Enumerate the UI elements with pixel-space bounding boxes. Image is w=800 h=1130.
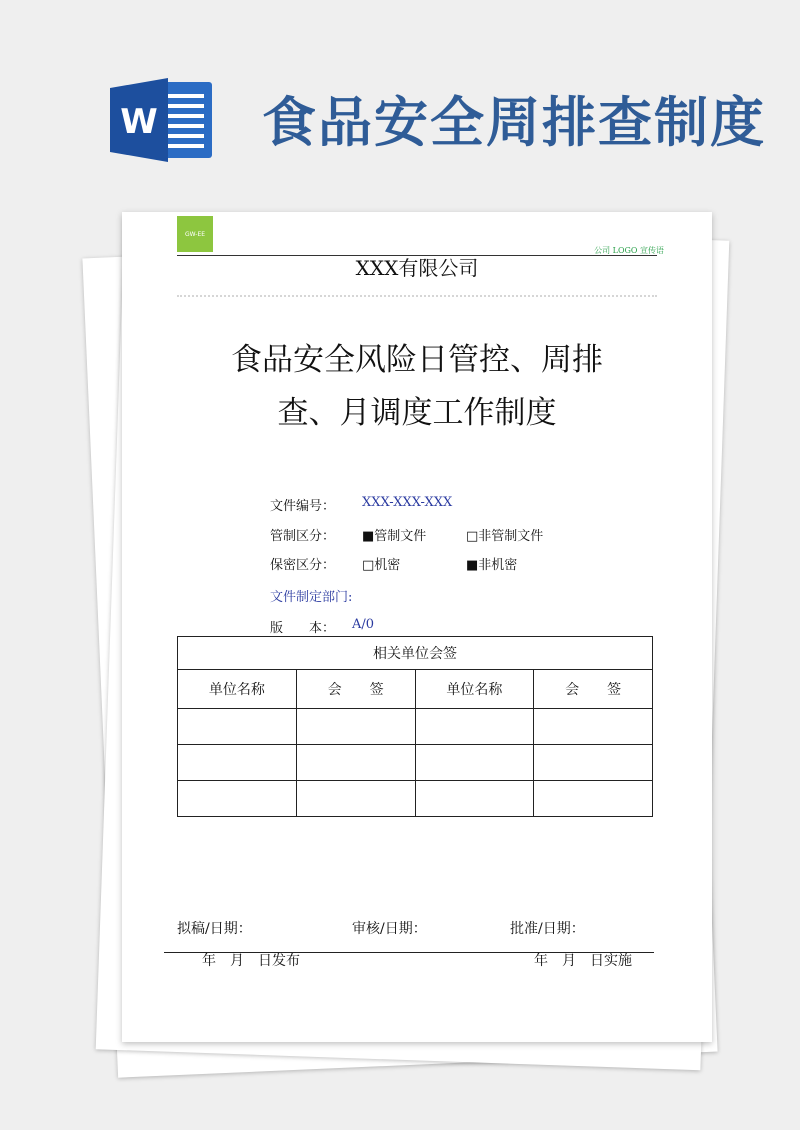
publish-date: 年 月 日发布: [202, 953, 300, 969]
table-cell: [415, 745, 534, 781]
table-cell: [534, 781, 653, 817]
banner-title: 食品安全周排查制度: [262, 91, 766, 154]
table-cell: [296, 745, 415, 781]
word-icon: [110, 78, 214, 162]
control-row: [270, 525, 544, 544]
secret-option-confidential: □机密: [362, 558, 401, 573]
dotted-divider: [177, 295, 657, 297]
title-line-1: 食品安全风险日管控、周排: [231, 342, 603, 378]
table-row: [178, 709, 653, 745]
table-title: 相关单位会签: [178, 637, 653, 670]
table-row: [178, 745, 653, 781]
control-option-controlled: ■管制文件: [362, 529, 427, 544]
table-cell: [178, 709, 297, 745]
version-value: A/0: [352, 617, 375, 632]
dept-row: [270, 586, 352, 605]
review-date-label: 审核/日期：: [352, 921, 427, 937]
company-name: XXX有限公司: [355, 256, 479, 280]
logo-tagline: 公司 LOGO 宣传语: [594, 246, 664, 255]
table-header: 会 签: [296, 670, 415, 709]
table-header: 单位名称: [415, 670, 534, 709]
document-page: [122, 212, 712, 1042]
implement-date: 年 月 日实施: [534, 953, 632, 969]
table-header: 会 签: [534, 670, 653, 709]
table-header: 单位名称: [178, 670, 297, 709]
table-cell: [534, 709, 653, 745]
table-cell: [534, 745, 653, 781]
title-line-2: 查、月调度工作制度: [277, 395, 557, 431]
table-cell: [415, 781, 534, 817]
secret-label: 保密区分：: [270, 558, 336, 573]
secret-option-nonconfidential: ■非机密: [466, 558, 518, 573]
control-option-uncontrolled: □非管制文件: [466, 529, 544, 544]
table-cell: [296, 709, 415, 745]
table-cell: [178, 781, 297, 817]
doc-number-label: 文件编号：: [270, 499, 336, 514]
svg-text:W: W: [120, 102, 158, 142]
doc-number-value: XXX-XXX-XXX: [362, 495, 453, 510]
company-logo: GW-EE: [177, 216, 213, 252]
document-title: [172, 334, 662, 440]
control-label: 管制区分：: [270, 529, 336, 544]
version-row: [270, 617, 375, 636]
secret-row: [270, 554, 518, 573]
table-cell: [415, 709, 534, 745]
approve-date-label: 批准/日期：: [510, 921, 585, 937]
doc-number-row: [270, 495, 453, 514]
draft-date-label: 拟稿/日期：: [177, 921, 252, 937]
dept-label: 文件制定部门:: [270, 590, 353, 605]
version-label: 版 本：: [270, 621, 336, 636]
table-cell: [296, 781, 415, 817]
table-row: [178, 781, 653, 817]
countersign-table: [177, 636, 653, 817]
table-cell: [178, 745, 297, 781]
